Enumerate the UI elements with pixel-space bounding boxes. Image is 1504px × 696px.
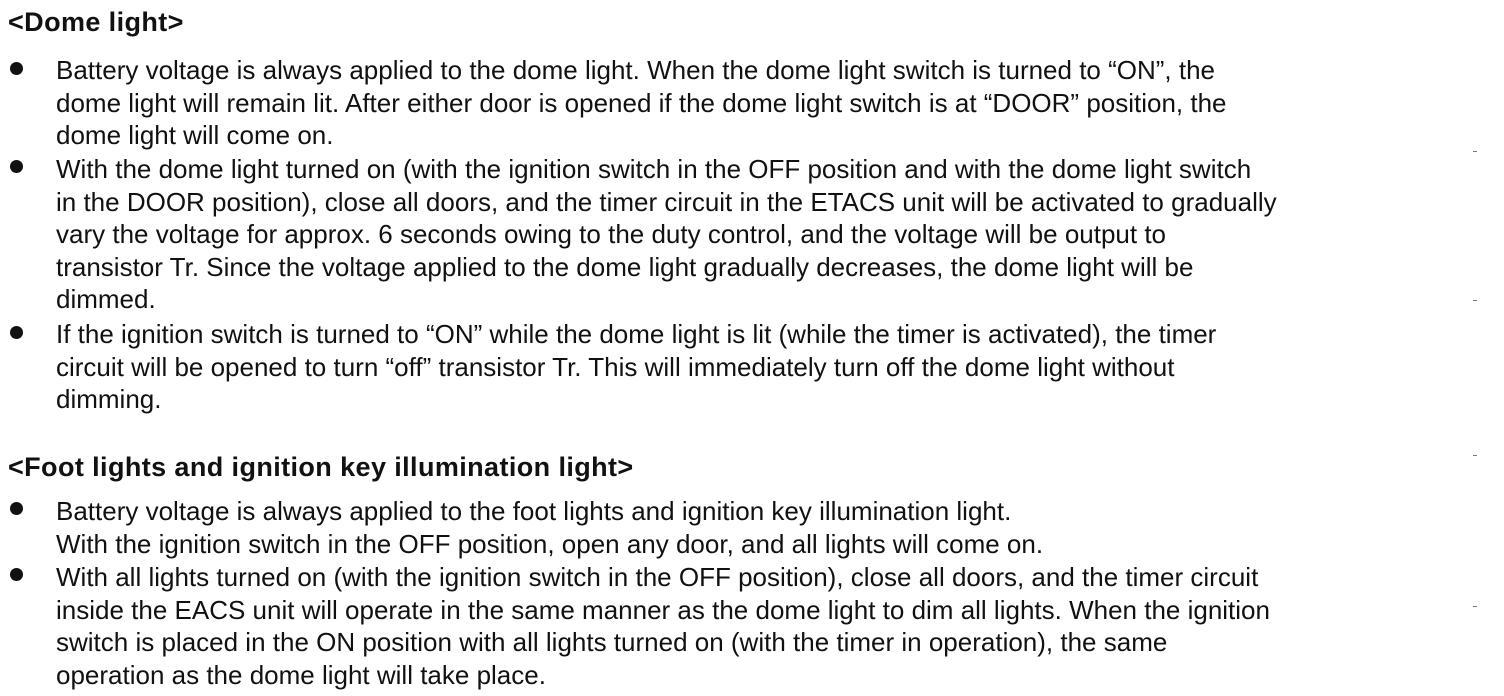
paragraph-dome-light-2 — [56, 153, 1460, 316]
text-line: Battery voltage is always applied to the foot lights and ignition key illumination light. — [56, 496, 1012, 526]
bullet-marker — [10, 326, 23, 339]
section-heading-dome-light: <Dome light> — [8, 7, 184, 37]
scan-mark — [1473, 300, 1477, 301]
text-line: Battery voltage is always applied to the dome light. When the dome light switch is turned to “ON”, the — [56, 55, 1216, 85]
text-line: circuit will be opened to turn “off” transistor Tr. This will immediately turn off the dome light without — [56, 351, 1175, 382]
paragraph-foot-lights-1 — [56, 495, 1460, 560]
text-line: If the ignition switch is turned to “ON” while the dome light is lit (while the timer is activated), the timer — [56, 319, 1217, 349]
text-line: With all lights turned on (with the ignition switch in the OFF position), close all doors, and the timer circuit — [56, 562, 1259, 592]
scan-mark — [1473, 455, 1477, 456]
scan-mark — [1473, 151, 1477, 152]
section-heading-foot-lights: <Foot lights and ignition key illumination light> — [8, 452, 634, 482]
text-line: With the dome light turned on (with the ignition switch in the OFF position and with the dome light switch — [56, 154, 1252, 184]
bullet-marker — [10, 568, 23, 581]
bullet-marker — [10, 502, 23, 515]
text-line: transistor Tr. Since the voltage applied to the dome light gradually decreases, the dome light will be — [56, 251, 1194, 282]
text-line: vary the voltage for approx. 6 seconds owing to the duty control, and the voltage will be output to — [56, 219, 1167, 250]
text-line: dome light will remain lit. After either door is opened if the dome light switch is at “DOOR” position, the — [56, 87, 1227, 118]
text-line: dimming. — [56, 384, 162, 415]
text-line: switch is placed in the ON position with all lights turned on (with the timer in operation), the same — [56, 627, 1168, 658]
text-line: in the DOOR position), close all doors, and the timer circuit in the ETACS unit will be activated to gradually — [56, 186, 1277, 217]
text-line: With the ignition switch in the OFF position, open any door, and all lights will come on. — [56, 528, 1044, 559]
text-line: dome light will come on. — [56, 120, 334, 151]
paragraph-foot-lights-2 — [56, 561, 1460, 691]
paragraph-dome-light-1 — [56, 54, 1460, 152]
scan-mark — [1473, 606, 1477, 607]
text-line: dimmed. — [56, 284, 156, 315]
text-line: inside the EACS unit will operate in the same manner as the dome light to dim all lights. When the ignition — [56, 594, 1270, 625]
bullet-marker — [10, 160, 23, 173]
bullet-marker — [10, 62, 23, 75]
paragraph-dome-light-3 — [56, 318, 1460, 416]
text-line: operation as the dome light will take place. — [56, 659, 546, 690]
